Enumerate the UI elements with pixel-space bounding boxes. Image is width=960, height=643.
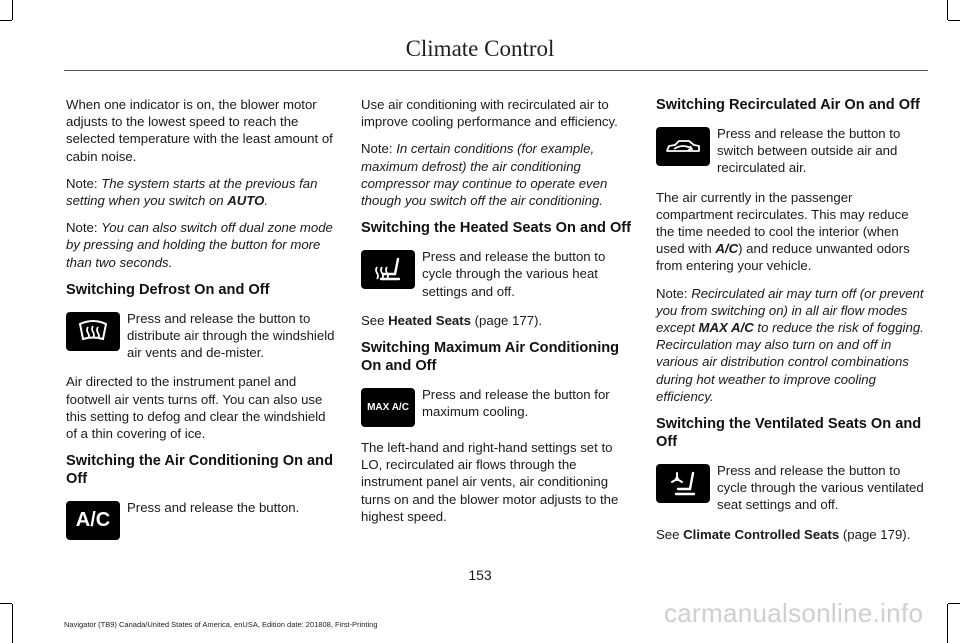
crop-mark: [948, 20, 960, 21]
heated-seat-icon: [361, 250, 415, 289]
instruction-text: Press and release the button.: [127, 500, 300, 516]
paragraph: [656, 189, 928, 275]
note-text: The system starts at the previous fan setting when you switch on: [66, 175, 318, 209]
page-title: Climate Control: [405, 36, 555, 61]
note-text: In certain conditions (for example, maximum defrost) the air conditioning compressor may continue to operate even though you switch off the air conditioning.: [361, 141, 608, 209]
note: [66, 175, 338, 209]
cross-reference-link[interactable]: Climate Controlled Seats: [683, 526, 840, 542]
page-number: 153: [468, 567, 492, 583]
see-suffix: (page 179).: [842, 526, 911, 542]
instruction-text: Press and release the button to cycle through the various ventilated seat settings and off.: [717, 463, 924, 513]
note-text: .: [264, 193, 269, 209]
text-run: The air currently in the passenger compartment recirculates. This may reduce the time needed to cool the interior (when used with: [656, 189, 909, 257]
instruction-text: Press and release the button to distribute air through the windshield air vents and de-mister.: [127, 310, 335, 361]
note-text: to reduce the risk of fogging. Recirculation may also turn on and off in various air distribution control combinations during hot weather to improve cooling efficiency.: [656, 320, 924, 404]
crop-mark: [948, 603, 960, 604]
footer-text: Navigator (TB9) Canada/United States of America, enUSA, Edition date: 201808, First-Printing: [64, 620, 378, 629]
recirculated-air-icon: [656, 127, 710, 166]
note-label: Note:: [361, 141, 393, 157]
column-1: [66, 96, 338, 552]
note-label: Note:: [66, 175, 98, 191]
note-emphasis: MAX A/C: [698, 320, 754, 336]
paragraph: Use air conditioning with recirculated air to improve cooling performance and efficiency.: [361, 97, 618, 130]
watermark: carmanualsonline.info: [664, 598, 924, 628]
instruction-row: [66, 310, 338, 362]
text-run: ) and reduce unwanted odors from entering your vehicle.: [656, 241, 910, 274]
paragraph: When one indicator is on, the blower motor adjusts to the lowest speed to reach the selected temperature with the least amount of cabin noise.: [66, 97, 333, 164]
note-text: You can also switch off dual zone mode by pressing and holding the button for more than two seconds.: [66, 220, 333, 270]
instruction-text: Press and release the button for maximum cooling.: [422, 387, 610, 420]
cross-reference-link[interactable]: Heated Seats: [388, 312, 471, 328]
text-emphasis: A/C: [715, 241, 739, 257]
cross-reference: [656, 526, 928, 543]
ac-icon: A/C: [66, 501, 120, 540]
note-label: Note:: [66, 220, 98, 236]
column-3: [656, 96, 928, 553]
paragraph: The left-hand and right-hand settings set to LO, recirculated air flows through the instrument panel air vents, air conditioning turns on and the blower motor adjusts to the highest speed.: [361, 440, 619, 524]
crop-mark: [947, 0, 948, 20]
instruction-row: [66, 499, 338, 540]
defrost-icon: [66, 312, 120, 351]
see-suffix: (page 177).: [474, 312, 543, 328]
section-heading: Switching the Air Conditioning On and Off: [66, 453, 333, 488]
header-divider: [64, 70, 928, 71]
note-emphasis: AUTO: [227, 193, 265, 209]
section-heading: Switching Defrost On and Off: [66, 281, 270, 298]
see-prefix: See: [361, 312, 385, 328]
see-prefix: See: [656, 526, 680, 542]
crop-mark: [947, 604, 948, 643]
paragraph: Air directed to the instrument panel and footwell air vents turns off. You can also use this setting to defog and clear the windshield of a thin covering of ice.: [66, 374, 326, 442]
instruction-row: [361, 248, 633, 300]
note: [66, 219, 338, 271]
note-label: Note:: [656, 285, 688, 301]
crop-mark: [12, 0, 13, 20]
instruction-row: [656, 462, 928, 514]
section-heading: Switching Maximum Air Conditioning On and Off: [361, 340, 620, 375]
note-text: Recirculated air may turn off (or prevent you from switching on) in all air flow modes except: [656, 285, 924, 336]
section-heading: Switching Recirculated Air On and Off: [656, 97, 920, 113]
crop-mark: [0, 603, 12, 604]
note: [656, 285, 928, 405]
column-2: [361, 96, 633, 535]
instruction-text: Press and release the button to switch between outside air and recirculated air.: [717, 126, 901, 176]
section-heading: Switching the Heated Seats On and Off: [361, 220, 632, 237]
max-ac-icon: MAX A/C: [361, 388, 415, 427]
cross-reference: [361, 312, 633, 329]
instruction-text: Press and release the button to cycle through the various heat settings and off.: [422, 249, 606, 299]
instruction-row: [361, 386, 633, 427]
note: [361, 140, 633, 209]
ventilated-seat-icon: [656, 464, 710, 503]
instruction-row: [656, 125, 928, 177]
crop-mark: [0, 20, 12, 21]
crop-mark: [12, 604, 13, 643]
section-heading: Switching the Ventilated Seats On and Off: [656, 416, 922, 451]
